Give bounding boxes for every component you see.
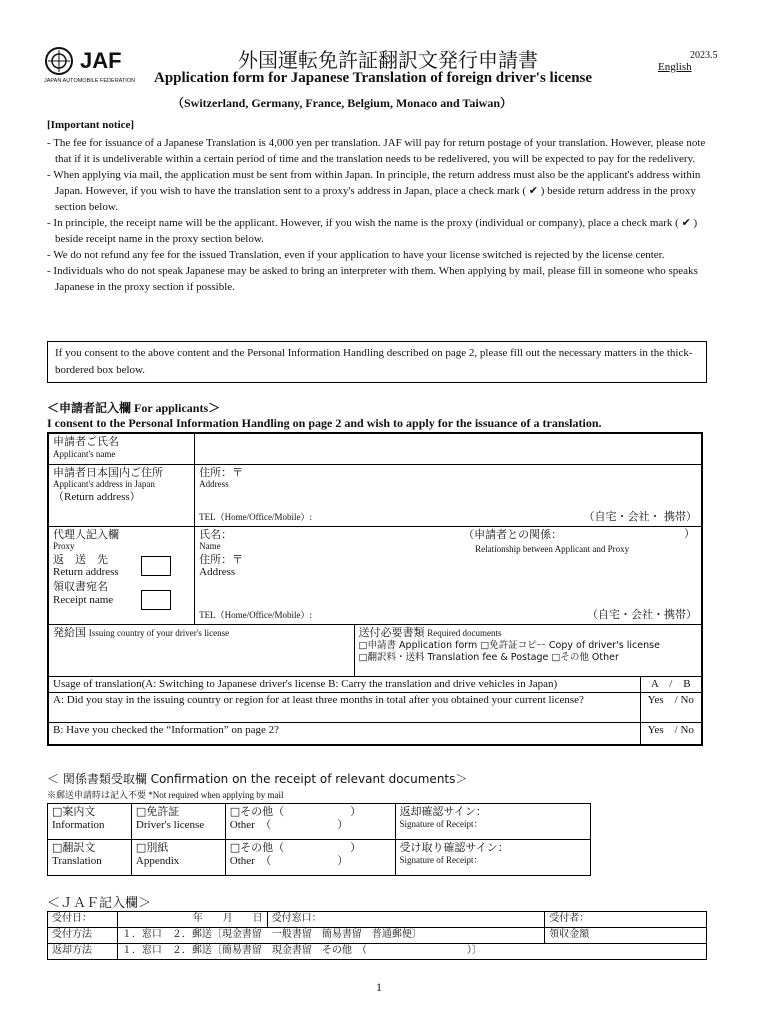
proxy-field[interactable]: 氏名： Name （申請者との関係： ） Relationship between Applicant and Proxy 住所：〒 Address TEL（Home/Office/Mobile）: （自宅・会社・携帯） xyxy=(195,526,702,624)
confirmation-table xyxy=(47,803,591,876)
consent-box: If you consent to the above content and the Personal Information Handling described on page 2, please fill out the necessary matters in the thick-bordered box below. xyxy=(47,341,707,383)
method-label: 受付方法 xyxy=(48,928,118,944)
page-number: 1 xyxy=(376,980,382,994)
question-a: A: Did you stay in the issuing country or region for at least three months in total after you obtained your current license? xyxy=(48,693,640,723)
return-signature[interactable]: 返却確認サイン： Signature of Receipt： xyxy=(395,804,591,840)
applicant-name-label: 申請者ご氏名 Applicant's name xyxy=(48,433,195,464)
notice-item: - In principle, the receipt name will be the applicant. However, if you wish the name is the proxy (individual or company), place a check mark ( ✔ ) beside receipt name in the proxy section below. xyxy=(47,217,698,245)
applicants-heading: ＜申請者記入欄 For applicants＞ xyxy=(47,401,221,415)
question-a-answer[interactable]: Yes / No xyxy=(640,693,702,723)
question-b-answer[interactable]: Yes / No xyxy=(640,723,702,745)
applicant-form xyxy=(47,432,703,746)
docs-checkbox-line[interactable]: □翻訳料・送料 Translation fee & Postage □その他 Other xyxy=(358,652,619,664)
jaf-table xyxy=(47,911,707,960)
confirmation-heading: ＜ 関係書類受取欄 Confirmation on the receipt of relevant documents＞ xyxy=(47,772,468,786)
title-en: Application form for Japanese Translation of foreign driver's license xyxy=(154,70,593,86)
other-checkbox[interactable]: □その他（ ） Other （ ） xyxy=(225,804,395,840)
translation-checkbox[interactable]: □翻訳文 Translation xyxy=(48,840,132,876)
issuing-country-field[interactable]: 発給国 Issuing country of your driver's license xyxy=(48,624,354,676)
applicant-name-field[interactable] xyxy=(195,433,702,464)
title-jp: 外国運転免許証翻訳文発行申請書 xyxy=(238,48,538,72)
return-label: 返却方法 xyxy=(48,944,118,960)
notice-item: - We do not refund any fee for the issued Translation, even if your application to have your license switched is rejected by the license center. xyxy=(47,249,665,261)
usage-choice[interactable]: A / B xyxy=(640,676,702,693)
appendix-checkbox[interactable]: □別紙 Appendix xyxy=(131,840,225,876)
logo-subtext: JAPAN AUTOMOBILE FEDERATION xyxy=(44,78,136,84)
license-checkbox[interactable]: □免許証 Driver's license xyxy=(131,804,225,840)
applicant-address-label: 申請者日本国内ご住所 Applicant's address in Japan （Return address） xyxy=(48,464,195,526)
logo-text: JAF xyxy=(80,48,122,73)
receipt-signature[interactable]: 受け取り確認サイン： Signature of Receipt： xyxy=(395,840,591,876)
receipt-amount[interactable]: 領収金額 xyxy=(545,928,707,944)
date-field[interactable]: 年 月 日 xyxy=(117,912,267,928)
question-b: B: Have you checked the “Information” on page 2? xyxy=(48,723,640,745)
usage-question: Usage of translation(A: Switching to Japanese driver's license B: Carry the translation and drive vehicles in Japan) xyxy=(48,676,640,693)
proxy-label: 代理人記入欄 Proxy 返 送 先 Return address 領収書宛名 Receipt name xyxy=(48,526,195,624)
applicant-address-field[interactable]: 住所：〒 Address TEL（Home/Office/Mobile）: （自宅・会社・ 携帯） xyxy=(195,464,702,526)
jaf-emblem-icon xyxy=(44,46,74,76)
other-checkbox-2[interactable]: □その他（ ） Other （ ） xyxy=(225,840,395,876)
return-options[interactable]: １．窓口 ２．郵送〔簡易書留 現金書留 その他 （ ）〕 xyxy=(117,944,706,960)
receiver-field[interactable]: 受付者： xyxy=(545,912,707,928)
receipt-name-checkbox[interactable] xyxy=(141,590,171,610)
required-documents: 送付必要書類 Required documents □申請書 Application form □免許証コピー Copy of driver's license □翻訳料・送料 Translation fee & Postage □その他 Other xyxy=(354,624,702,676)
countries-subtitle: （Switzerland, Germany, France, Belgium, Monaco and Taiwan） xyxy=(172,96,513,110)
info-checkbox[interactable]: □案内文 Information xyxy=(48,804,132,840)
notice-item: - When applying via mail, the application must be sent from within Japan. In principle, the return address must also be the applicant's address within Japan. However, if you wish to have the translation sent to a proxy's address in Japan, place a check mark ( ✔ ) beside return address in the proxy section below. xyxy=(47,169,701,213)
notice-heading: [Important notice] xyxy=(47,119,135,131)
notice-list xyxy=(47,135,723,295)
confirmation-note: ※郵送申請時は記入不要 *Not required when applying by mail xyxy=(47,790,284,800)
version: 2023.5 xyxy=(690,50,718,61)
counter-field[interactable]: 受付窓口： xyxy=(267,912,545,928)
consent-line: I consent to the Personal Information Handling on page 2 and wish to apply for the issuance of a translation. xyxy=(47,416,602,430)
notice-item: - The fee for issuance of a Japanese Translation is 4,000 yen per translation. JAF will pay for return postage of your translation. However, please note that if it is undeliverable within a certain period of time and the translation needs to be redelivered, you will be expected to pay for the redelivery. xyxy=(47,137,706,165)
date-label: 受付日： xyxy=(48,912,118,928)
jaf-heading: ＜ＪＡＦ記入欄＞ xyxy=(47,896,152,911)
docs-checkbox-line[interactable]: □申請書 Application form □免許証コピー Copy of driver's license xyxy=(358,640,660,652)
notice-item: - Individuals who do not speak Japanese may be asked to bring an interpreter with them. When applying by mail, please fill in someone who speaks Japanese in the proxy section if possible. xyxy=(47,265,698,293)
language-link: English xyxy=(658,61,692,73)
return-address-checkbox[interactable] xyxy=(141,556,171,576)
jaf-logo xyxy=(44,46,154,86)
method-options[interactable]: １．窓口 ２．郵送〔現金書留 一般書留 簡易書留 普通郵便〕 xyxy=(117,928,544,944)
